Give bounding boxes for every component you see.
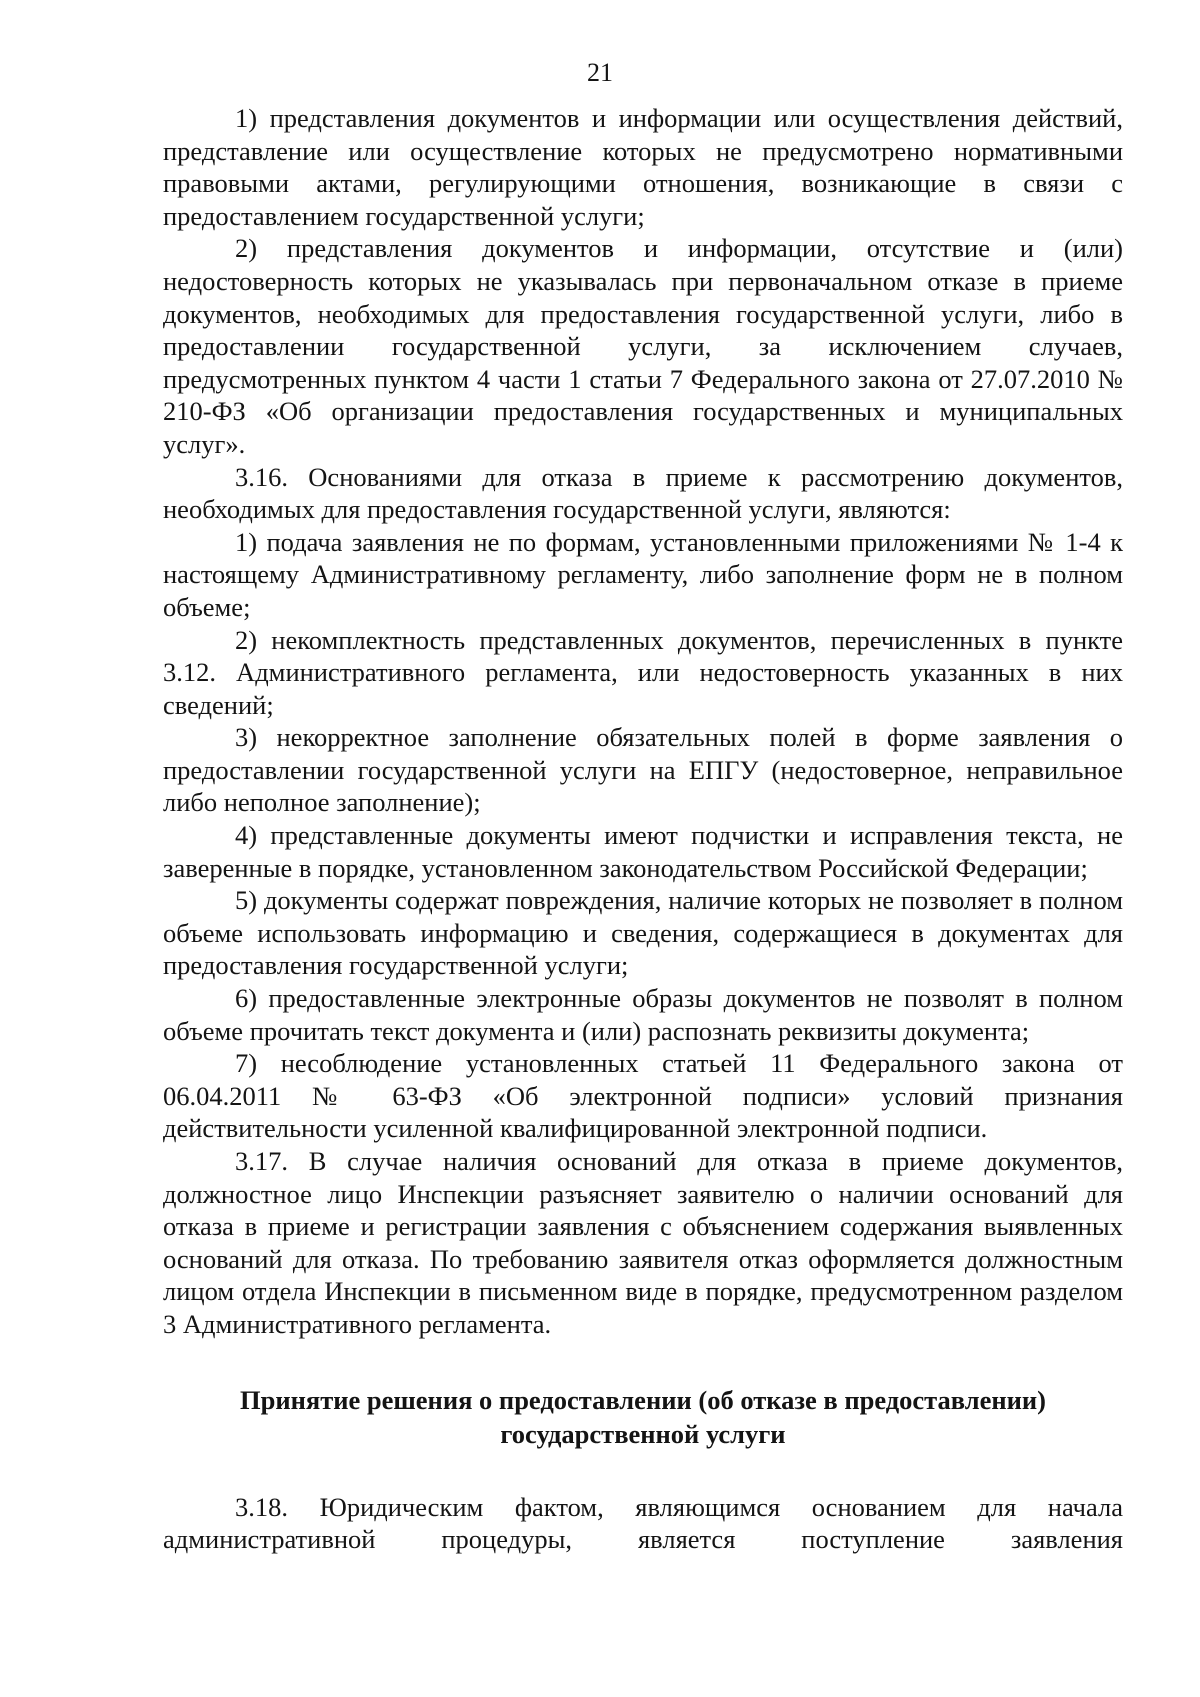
section-heading-line-1: Принятие решения о предоставлении (об отказе в предоставлении): [240, 1384, 1046, 1415]
paragraph-item-1: 1) представления документов и информации или осуществления действий, представление или осуществление которых не предусмотрено нормативными правовыми актами, регулирующими отношения, возникающие в связи с предоставлением государственной услуги;: [163, 103, 1123, 231]
paragraph-item-2: 2) представления документов и информации, отсутствие и (или) недостоверность которых не указывалась при первоначальном отказе в приеме документов, необходимых для предоставления государственной услуги, либо в предоставлении государственной услуги, за исключением случаев, предусмотренных пунктом 4 части 1 статьи 7 Федерального закона от 27.07.2010 № 210-ФЗ «Об организации предоставления государственных и муниципальных услуг».: [163, 233, 1123, 459]
page-number: 21: [587, 58, 613, 87]
section-heading-line-2: государственной услуги: [500, 1418, 786, 1449]
paragraph-reason-2: 2) некомплектность представленных документов, перечисленных в пункте 3.12. Административного регламента, или недостоверность указанных в них сведений;: [163, 624, 1123, 720]
paragraph-3-16: 3.16. Основаниями для отказа в приеме к рассмотрению документов, необходимых для предоставления государственной услуги, являются:: [163, 461, 1123, 525]
paragraph-reason-4: 4) представленные документы имеют подчистки и исправления текста, не заверенные в порядке, установленном законодательством Российской Федерации;: [163, 820, 1123, 883]
paragraph-reason-3: 3) некорректное заполнение обязательных полей в форме заявления о предоставлении государственной услуги на ЕПГУ (недостоверное, неправильное либо неполное заполнение);: [163, 722, 1123, 818]
paragraph-reason-5: 5) документы содержат повреждения, наличие которых не позволяет в полном объеме использовать информацию и сведения, содержащиеся в документах для предоставления государственной услуги;: [163, 885, 1123, 981]
paragraph-reason-6: 6) предоставленные электронные образы документов не позволят в полном объеме прочитать текст документа и (или) распознать реквизиты документа;: [163, 983, 1123, 1046]
paragraph-reason-7: 7) несоблюдение установленных статьей 11 Федерального закона от 06.04.2011 № 63-ФЗ «Об электронной подписи» условий признания действительности усиленной квалифицированной электронной подписи.: [163, 1048, 1123, 1144]
paragraph-3-18: 3.18. Юридическим фактом, являющимся основанием для начала административной процедуры, является поступление заявления: [163, 1491, 1123, 1555]
paragraph-reason-1: 1) подача заявления не по формам, установленными приложениями № 1-4 к настоящему Административному регламенту, либо заполнение форм не в полном объеме;: [163, 526, 1123, 622]
section-heading: [163, 1383, 1123, 1451]
paragraph-3-17: 3.17. В случае наличия оснований для отказа в приеме документов, должностное лицо Инспекции разъясняет заявителю о наличии оснований для отказа в приеме и регистрации заявления с объяснением содержания выявленных оснований для отказа. По требованию заявителя отказ оформляется должностным лицом отдела Инспекции в письменном виде в порядке, предусмотренном разделом 3 Административного регламента.: [163, 1146, 1123, 1339]
document-body: [163, 102, 1123, 1556]
